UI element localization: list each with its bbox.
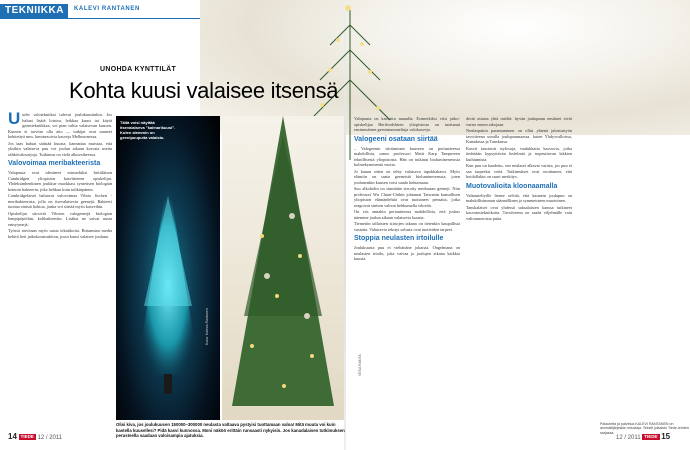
paragraph: destä asiasta yhtä mieltä: hyvän joulupuun neulaset eivät varise ennen aikojaan. (466, 116, 572, 127)
paragraph: Jo kauan sitten on tehty valaiseva tupakkakasvi. Myös elämiin on saatu geeneistä bioluminesenssia, joten joulunenkin kuusen voisi saada hohtamaan. (354, 168, 460, 185)
paragraph: Valopuuta ovat ideoineet esimerkiksi brittiläisen Cambridgen yliopiston kasvitieteen opiskelijat. Yhdeksänhenkinen joukkue muokkasi syntetisen biologian keinoin bakteerin, joka hehkuu kuin tulikärpänen. (8, 170, 112, 192)
paragraph: Joulukuusta puu ei viehättäne jokaista. Ongelmana on neulasten irtoilu, joka vaivaa jo joulujen aikana kaikkia kuusia. (354, 245, 460, 261)
paragraph: Valtamieltyille lienee selvää, että kaunein joulupuu on mahdollisimman säännöllinen ja symmetrinen muotoinen. (466, 192, 572, 203)
paragraph: Kun puu on kaadettu, sen neulaset alkavat varista, jos puu ei saa tarpeeksi vettä. Tutkimukset ovat osoittaneet, että hoidollakin on suuri merkitys. (466, 163, 572, 179)
photo-inset-caption: Tältä voisi näyttää itsevalaiseva "kalmarikuusi". Kuten aiemmin on geenipuupuita valaistu. (120, 120, 176, 140)
paragraph: – Valogeenin siirtäminen kuuseen on periaatteessa mahdollista, sanoo professori Matti Karp Tampereen teknillisestä yliopistosta. Hän on tutkinut bioluminesenssia kolmekymmentä vuotta. (354, 145, 460, 167)
issue-left: 12 / 2011 (37, 435, 63, 441)
paragraph: Jos taas haluat säästää kuusta, kannattaa muistaa, että yksikin valaiseva puu voi joulun aikaan korvata useita sähkövalosarjoja. Tutkimus on vielä alkuvaiheessa. (8, 140, 112, 157)
issue-right: 12 / 2011 (616, 435, 641, 441)
background-photo (200, 0, 690, 135)
paragraph: On siis annakin periaatteessa mahdollista, että joskus näemme joulun aikaan valaisevia kuusia. (354, 209, 460, 220)
drop-cap: U (8, 112, 21, 128)
paragraph: Valopuuta on kasvattu muualla. Esimerkiksi viisi jatko-opiskelijaa Hertfordshiren yliopistosta on tuottanut ensimmäisen geenimuunneltuja valokasveja. (354, 116, 460, 132)
subheading: Stoppia neulasten irtoilulle (354, 235, 444, 242)
text-column-1 (8, 112, 112, 426)
subheading: Valogeeni osataan siirtää (354, 135, 438, 143)
glowing-tree-graphic (116, 116, 220, 420)
paragraph: udet valotekniikat tulevat joulukuusiinkin. Jos haluat lisätä loistoa, leikkaa kuusi tai käytä geenitekniikkaa, voi pian valita valaisevan kuusen. Kuusen ei tarvitse olla aito — tutkijat ovat saaneet kehitettyä mm. luminesoivia kasveja Melbournessa. (8, 112, 112, 139)
text-column-4 (466, 116, 572, 426)
real-tree-photo (222, 116, 344, 420)
paragraph: Suo alkoholin on sinnitään sieroity meduusan geeneji. Niin professori Wu Chiun-Chihin johtamat Taiwanin kansallisen yliopiston elämänlehtiä ovat tuottaneet pensaita, jotka reagoivat sinisen valoon hehkumalla vihreää. (354, 186, 460, 208)
paragraph: Neulaspukin parantaminen on ollut yhtenä jalostustyön tavoitteena usealla joulupuumaassa, kuten Yhdysvalloissa, Kanadassa ja Tanskassa. (466, 128, 572, 144)
footer-right (616, 432, 670, 441)
top-rule (0, 18, 200, 19)
subheading: Valovoimaa meribakteerista (8, 160, 101, 167)
paragraph: Tanskalaiset ovat yhdessä saksalaisten kanssa tutkineet kasvatustekniikoita. Tavoitteena on saada viljelmälle vain valiomuotoisia puita. (466, 204, 572, 221)
footnote: Palautetta ja palvelua KALEVI RANTANEN on ammattijärjestön edustaja. Tekstit julkaistu Tiede-lehden sarjassa. (600, 422, 689, 435)
section-tab: TEKNIIKKA (0, 4, 68, 18)
photo-credit: Kuva: Kaleva Rantanen (205, 308, 209, 345)
page-number-right: 15 (661, 432, 671, 441)
paragraph: Cambridgelaiset haluavat valovoimaa Vibrio fischeri -meribakteerista, jolla on itsevalaisevia geenejä. Bakteeri tuottaa sinistä hohtoa, jonka voi siirtää myös kasveihin. (8, 193, 112, 209)
text-column-5 (578, 116, 682, 416)
article-kicker: UNOHDA KYNTTILÄT (100, 66, 177, 73)
text-column-3 (354, 116, 460, 426)
subheading: Muotovalioita kloonaamalla (466, 182, 558, 190)
article-headline: Kohta kuusi valaisee itsensä (69, 78, 339, 103)
photo-credit-right: VESA RANTA (358, 354, 362, 376)
paragraph: Kasvit taustavat stylosoja, vaalukkaita kasvuvia, jotka tiedetään kypsyttävän hedelmiä ja nopeuttavan lakkien kuihtumista. (466, 145, 572, 162)
real-tree-graphic (222, 116, 344, 420)
paragraph: Työssä tarvitaan myös uusia tekniikoita. Britannian media kehitti heti jatkokonstruktion, jossa kuusi valaisee jouluna. (8, 228, 112, 239)
footer-left (8, 432, 62, 441)
paragraph: Opiskelijat siirsivät Vibrion valogeenejä biologian lempipöpöihin, kolibakteeriin. Lisäksi ne saivat uusia entsyymejä. (8, 210, 112, 227)
page-number-left: 14 (8, 432, 17, 441)
magazine-logo: TIEDE (20, 434, 34, 440)
magazine-logo-right: TIEDE (644, 434, 658, 440)
author-name: KALEVI RANTANEN (74, 6, 140, 12)
glowing-tree-photo (116, 116, 220, 420)
paragraph: Tiemeiiin tallaisten siirtojen takana on tietenkin kaupallisia vastatta. Valaisevia tekstyt solusia ovat tuotteiden tarpeet. (354, 221, 460, 232)
photo-caption: Olisi kiva, jos joulukuusen 150000–300000 neulasta valtaava pystyisi tuottamaan valoa! Mitä muuta voi kuin kastella kuusellesi? Pidä kasvi kunnossa. Moni näköö erittäin runsaasti nykyisin. Jos kanadalaisen tutkimuksen perusteella saadaan valoisampia ajatuksia. (116, 422, 345, 438)
